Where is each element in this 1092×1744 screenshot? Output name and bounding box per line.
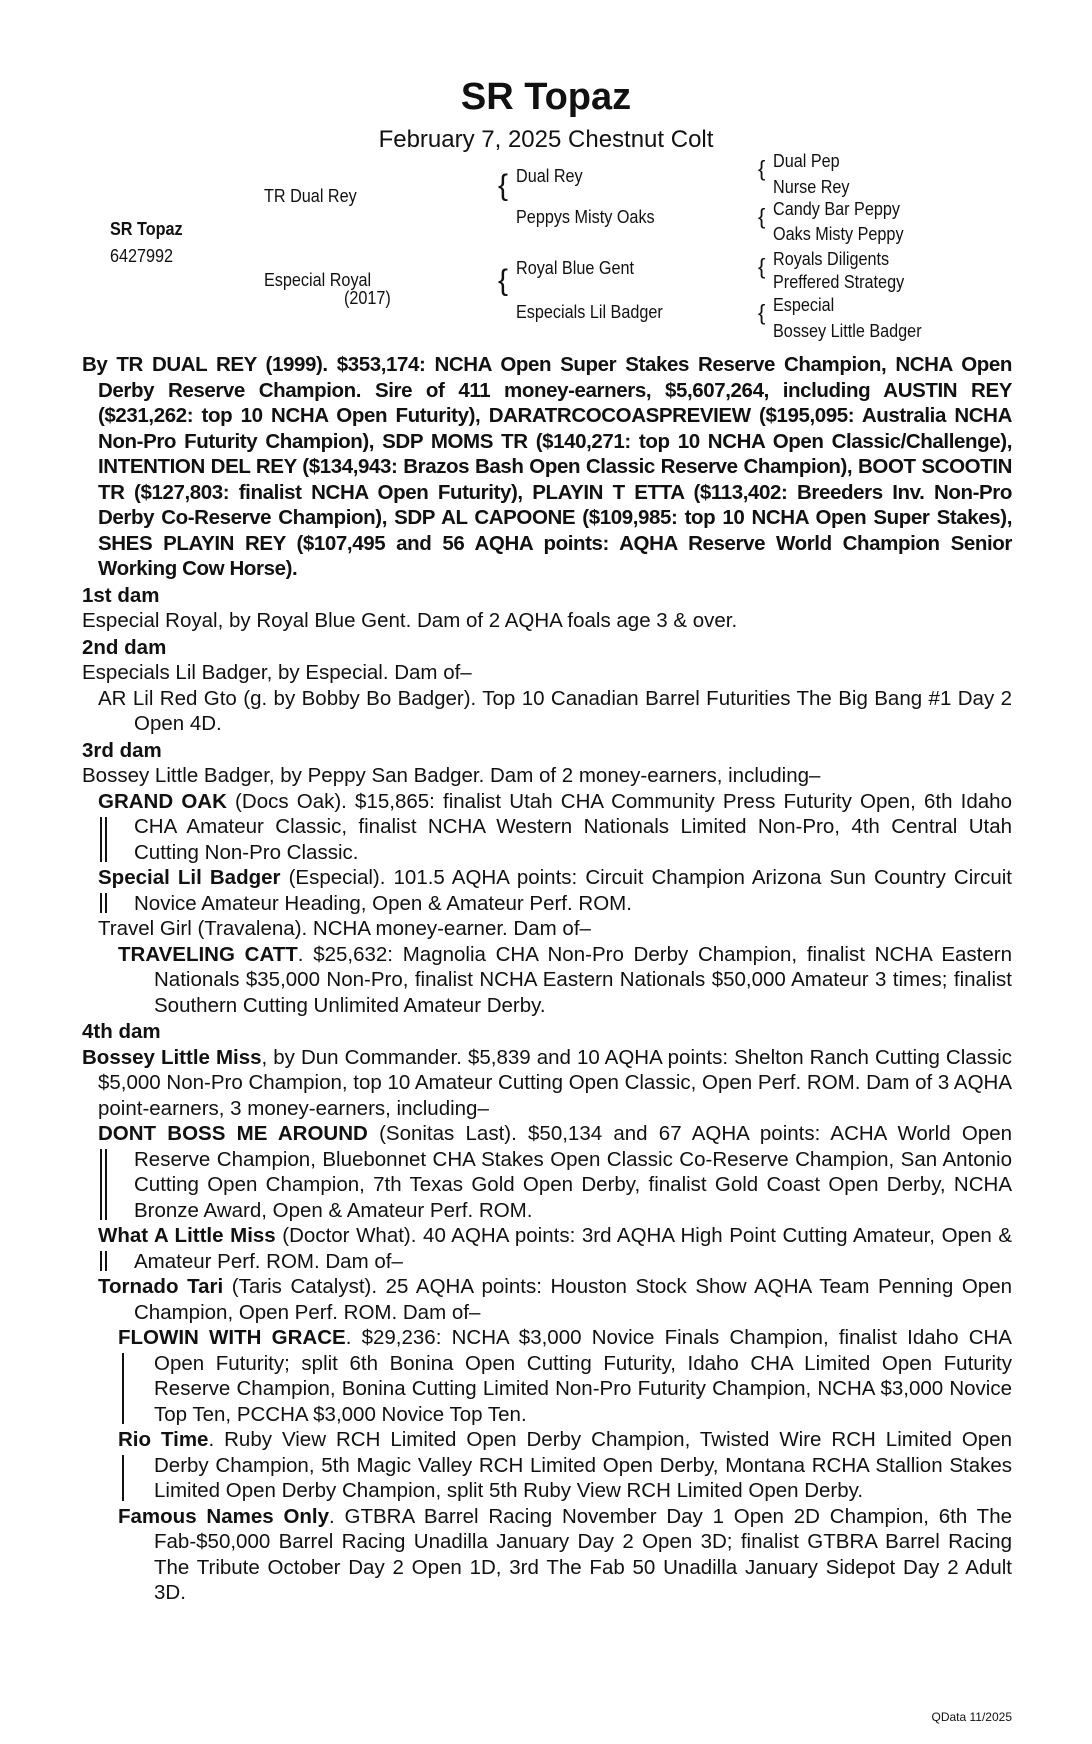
produce-record: (Especial). 101.5 AQHA points: Circuit Champion Arizona Sun Country Circuit Novice Amateur Heading, Open & Amateur Perf. ROM. (134, 866, 1012, 915)
produce-record: (Docs Oak). $15,865: finalist Utah CHA Community Press Futurity Open, 6th Idaho CHA Amateur Classic, finalist NCHA Western Nationals Limited Non-Pro, 4th Central Utah Cutting Non-Pro Classic. (134, 789, 1012, 864)
pedigree-ggp: Candy Bar Peppy (773, 199, 900, 219)
produce-name: Famous Names Only (118, 1504, 330, 1528)
produce-bar (122, 1455, 124, 1501)
pedigree-dam-dam: Especials Lil Badger (516, 302, 663, 322)
produce-entry (82, 1427, 1012, 1504)
produce-bars (100, 893, 107, 913)
second-dam-text: Especials Lil Badger, by Especial. Dam of– (82, 661, 472, 684)
brace: { (758, 204, 766, 229)
produce-name: Tornado Tari (98, 1275, 224, 1298)
produce-record: (Doctor What). 40 AQHA points: 3rd AQHA High Point Cutting Amateur, Open & Amateur Perf. ROM. Dam of– (134, 1224, 1013, 1273)
produce-name: Special Lil Badger (98, 866, 281, 889)
produce-record: . Ruby View RCH Limited Open Derby Champion, Twisted Wire RCH Limited Open Derby Champion, 5th Magic Valley RCH Limited Open Derby, Montana RCHA Stallion Stakes Limited Open Derby Champion, split 5th Ruby View RCH Limited Open Derby. (154, 1428, 1012, 1502)
produce-bars (100, 1149, 107, 1220)
produce-entry (82, 942, 1012, 1019)
section-heading-4th-dam: 4th dam (82, 1020, 161, 1043)
produce-name: DONT BOSS ME AROUND (98, 1122, 368, 1145)
pedigree-sire: TR Dual Rey (264, 186, 357, 206)
page-title: SR Topaz (460, 76, 632, 118)
produce-bar (122, 1353, 124, 1424)
pedigree-dam-year: (2017) (344, 288, 391, 308)
produce-entry (82, 1223, 1012, 1274)
produce-entry (82, 1504, 1012, 1606)
pedigree-reg-number: 6427992 (110, 246, 174, 266)
produce-name: TRAVELING CATT (118, 942, 298, 966)
produce-record: . GTBRA Barrel Racing November Day 1 Open 2D Champion, 6th The Fab-$50,000 Barrel Racing Unadilla January Day 2 Open 3D; finalist GTBRA Barrel Racing The Tribute October Day 2 Open 1D, 3rd The Fab 50 Unadilla January Sidepot Day 2 Adult 3D. (154, 1504, 1012, 1604)
produce-record: (Sonitas Last). $50,134 and 67 AQHA points: ACHA World Open Reserve Champion, Bluebonnet CHA Stakes Open Classic Co-Reserve Champion, San Antonio Cutting Open Champion, 7th Texas Gold Open Derby, finalist Gold Coast Open Derby, NCHA Bronze Award, Open & Amateur Perf. ROM. (134, 1122, 1013, 1222)
first-dam-text: Especial Royal, by Royal Blue Gent. Dam of 2 AQHA foals age 3 & over. (82, 609, 738, 632)
section-heading-3rd-dam: 3rd dam (82, 738, 162, 762)
produce-name: FLOWIN WITH GRACE (118, 1326, 346, 1349)
fourth-dam-text (82, 1045, 1012, 1122)
brace: { (758, 300, 766, 325)
produce-record: (Taris Catalyst). 25 AQHA points: Houston Stock Show AQHA Team Penning Open Champion, Open Perf. ROM. Dam of– (134, 1275, 1012, 1324)
pedigree-ggp: Preffered Strategy (773, 272, 905, 292)
dam-name: Bossey Little Miss (82, 1045, 262, 1069)
produce-bars (100, 1251, 107, 1271)
produce-name: What A Little Miss (98, 1224, 276, 1247)
third-dam-text: Bossey Little Badger, by Peppy San Badger. Dam of 2 money-earners, including– (82, 764, 821, 787)
pedigree-ggp: Nurse Rey (773, 177, 850, 197)
dam-record: , by Dun Commander. $5,839 and 10 AQHA points: Shelton Ranch Cutting Classic $5,000 Non-Pro Champion, top 10 Amateur Cutting Open Classic, Open Perf. ROM. Dam of 3 AQHA point-earners, 3 money-earners, including– (98, 1045, 1012, 1120)
brace: { (758, 156, 766, 181)
pedigree-ggp: Royals Diligents (773, 249, 890, 269)
produce-entry: Travel Girl (Travalena). NCHA money-earner. Dam of– (98, 917, 591, 940)
produce-record: . $29,236: NCHA $3,000 Novice Finals Champion, finalist Idaho CHA Open Futurity; split 6th Bonina Open Cutting Futurity, Idaho CHA Limited Open Futurity Reserve Champion, Bonina Cutting Limited Non-Pro Futurity Champion, NCHA $3,000 Novice Top Ten, PCCHA $3,000 Novice Top Ten. (154, 1326, 1012, 1426)
pedigree-dam: Especial Royal (264, 270, 372, 290)
pedigree-dam-sire: Royal Blue Gent (516, 258, 634, 278)
produce-entry (82, 1274, 1012, 1325)
pedigree-sire-dam: Peppys Misty Oaks (516, 207, 655, 227)
produce-entry (82, 789, 1012, 866)
produce-entry: AR Lil Red Gto (g. by Bobby Bo Badger). Top 10 Canadian Barrel Futurities The Big Bang #1 Day 2 Open 4D. (98, 686, 1012, 735)
brace: { (498, 169, 509, 202)
produce-name: Rio Time (118, 1428, 209, 1451)
pedigree-ggp: Dual Pep (773, 151, 840, 171)
pedigree-ggp: Bossey Little Badger (773, 321, 922, 341)
section-heading-1st-dam: 1st dam (82, 583, 160, 607)
produce-entry (82, 1325, 1012, 1427)
brace: { (498, 264, 509, 297)
footer-credit: QData 11/2025 (931, 1710, 1012, 1724)
produce-entry (82, 865, 1012, 916)
pedigree-ggp: Oaks Misty Peppy (773, 224, 904, 244)
brace: { (758, 254, 766, 279)
pedigree-sire-sire: Dual Rey (516, 166, 583, 186)
pedigree-horse-name: SR Topaz (110, 219, 183, 239)
produce-record: . $25,632: Magnolia CHA Non-Pro Derby Champion, finalist NCHA Eastern Nationals $35,000 Non-Pro, finalist NCHA Eastern Nationals $50,000 Amateur 3 times; finalist Southern Cutting Unlimited Amateur Derby. (154, 942, 1012, 1017)
produce-bars (100, 817, 107, 863)
catalog-body (82, 352, 1012, 1606)
produce-name: GRAND OAK (98, 789, 227, 813)
section-heading-2nd-dam: 2nd dam (82, 635, 167, 659)
pedigree-ggp: Especial (773, 295, 835, 315)
foaling-info: February 7, 2025 Chestnut Colt (378, 126, 714, 153)
sire-summary: By TR DUAL REY (1999). $353,174: NCHA Open Super Stakes Reserve Champion, NCHA Open Derby Reserve Champion. Sire of 411 money-earners, $5,607,264, including AUSTIN REY ($231,262: top 10 NCHA Open Futurity), DARATRCOCOASPREVIEW ($195,095: Australia NCHA Non-Pro Futurity Champion), SDP MOMS TR ($140,271: top 10 NCHA Open Classic/Challenge), INTENTION DEL REY ($134,943: Brazos Bash Open Classic Reserve Champion), BOOT SCOOTIN TR ($127,803: finalist NCHA Open Futurity), PLAYIN T ETTA ($113,402: Breeders Inv. Non-Pro Derby Co-Reserve Champion), SDP AL CAPOONE ($109,985: top 10 NCHA Open Super Stakes), SHES PLAYIN REY ($107,495 and 56 AQHA points: AQHA Reserve World Champion Senior Working Cow Horse). (82, 353, 1012, 580)
produce-entry (82, 1121, 1012, 1223)
